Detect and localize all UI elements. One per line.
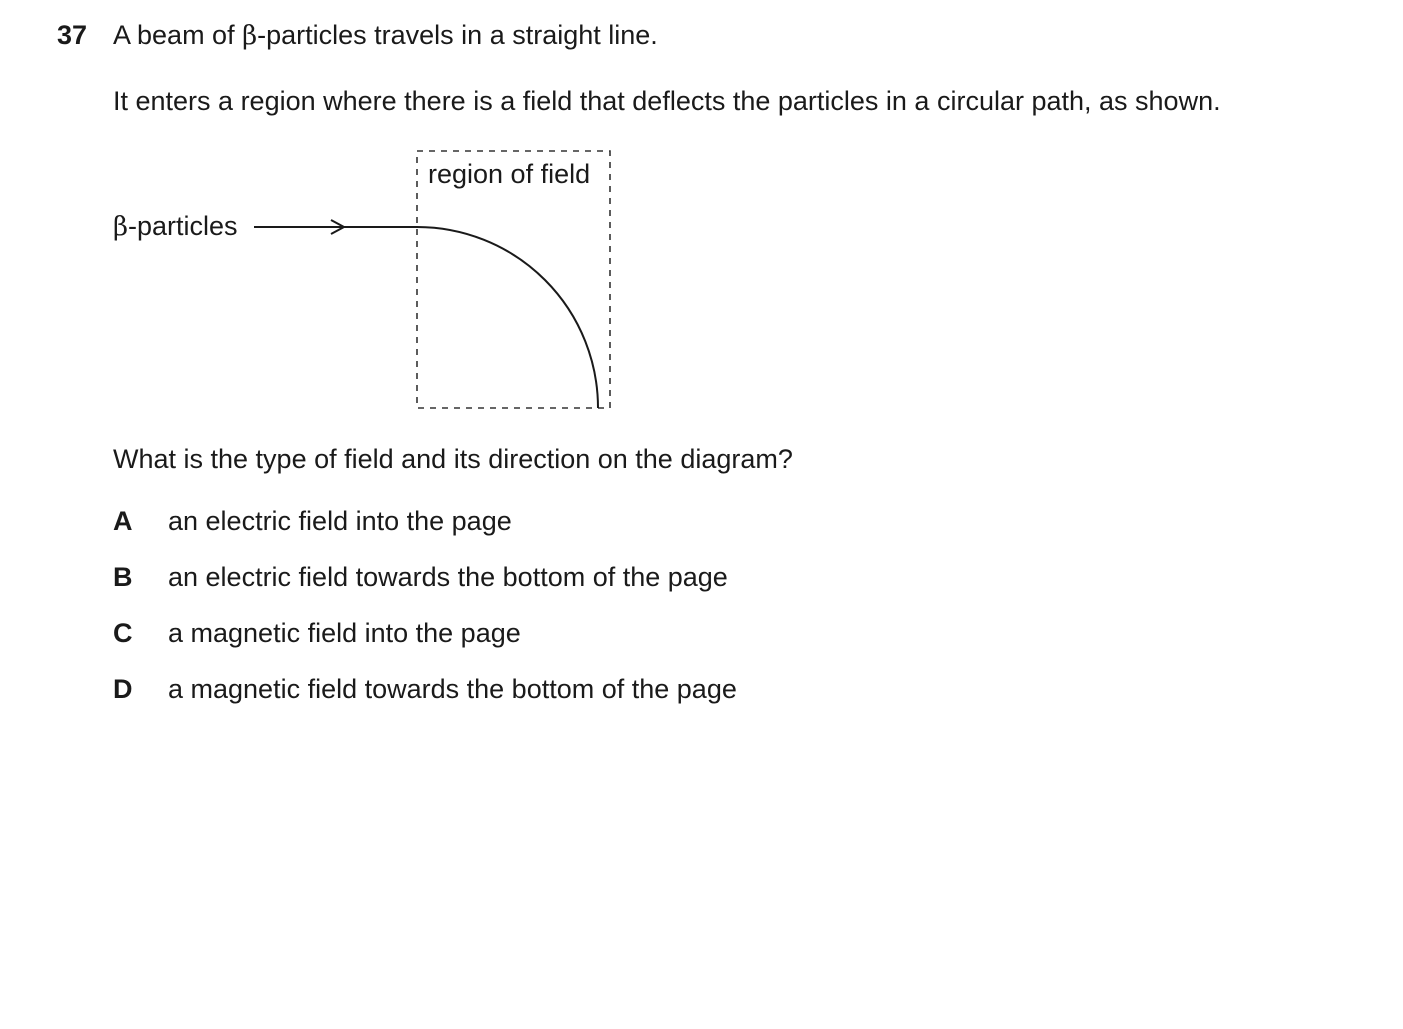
stem-prefix: A beam of — [113, 20, 243, 50]
option-b-letter: B — [113, 562, 133, 592]
question-stem-line1 — [113, 19, 658, 52]
option-d-text: a magnetic field towards the bottom of the page — [168, 674, 737, 704]
region-of-field-label: region of field — [428, 159, 591, 189]
question-stem-line2: It enters a region where there is a field that deflects the particles in a circular path, as shown. — [113, 86, 1221, 116]
stem-suffix: -particles travels in a straight line. — [257, 20, 658, 50]
option-a-letter: A — [113, 506, 133, 536]
beta-particles-label — [113, 211, 238, 242]
beam-arrow-head — [331, 220, 344, 234]
option-c-letter: C — [113, 618, 133, 648]
option-d-letter: D — [113, 674, 133, 704]
option-c-text: a magnetic field into the page — [168, 618, 521, 648]
beta-symbol: β — [242, 21, 258, 51]
question-number: 37 — [57, 20, 88, 50]
option-b-text: an electric field towards the bottom of the page — [168, 562, 728, 592]
circular-path-arc — [417, 227, 598, 408]
field-region-box — [417, 151, 610, 408]
beam-label-suffix: -particles — [128, 211, 238, 241]
question-prompt: What is the type of field and its direction on the diagram? — [113, 444, 793, 474]
option-a-text: an electric field into the page — [168, 506, 512, 536]
beam-beta-symbol: β — [113, 212, 129, 242]
